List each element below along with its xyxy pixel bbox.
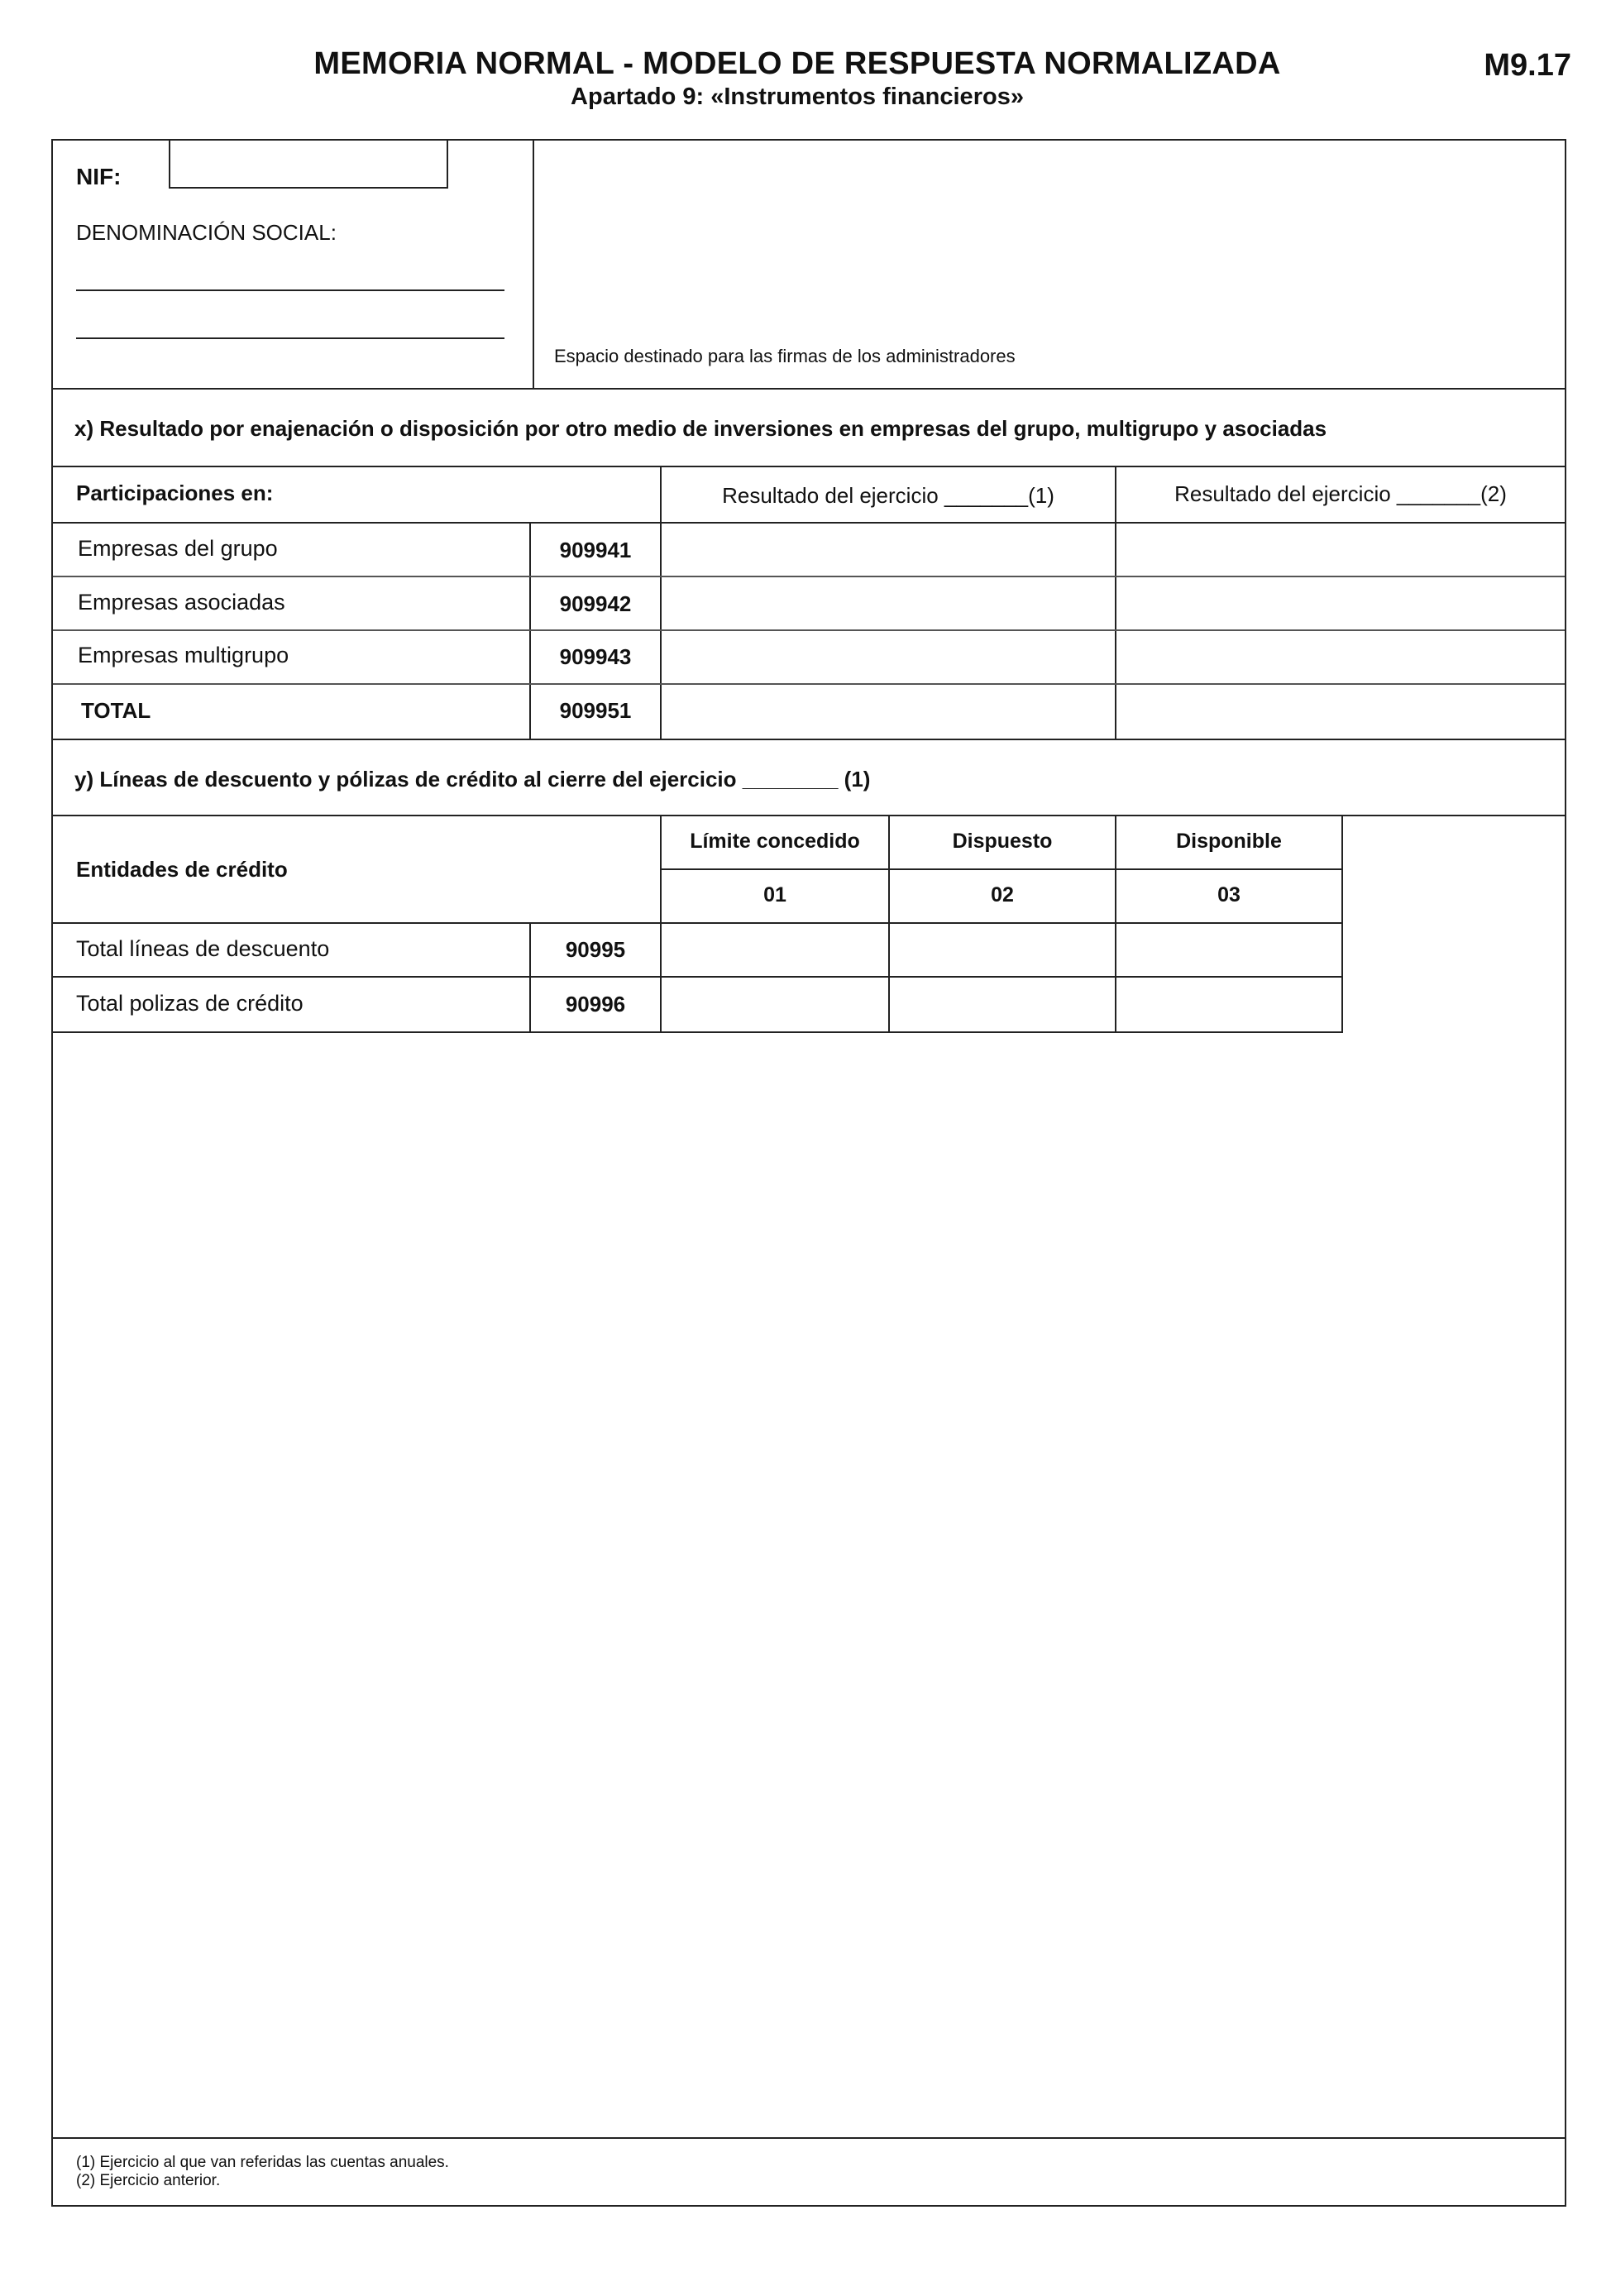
- cell-90995-02[interactable]: [890, 922, 1115, 976]
- footnote-2: (2) Ejercicio anterior.: [76, 2172, 221, 2189]
- denominacion-line-1[interactable]: [76, 289, 504, 291]
- divider: [53, 388, 1565, 390]
- nif-input[interactable]: [169, 139, 448, 189]
- limite-header: Límite concedido: [690, 830, 860, 853]
- table-row-code: 909943: [559, 644, 632, 669]
- cell-90995-01[interactable]: [662, 922, 888, 976]
- entidades-label: Entidades de crédito: [76, 857, 288, 882]
- divider: [660, 868, 1343, 870]
- form-subtitle: Apartado 9: «Instrumentos financieros»: [571, 84, 1024, 110]
- limite-num: 01: [763, 883, 786, 906]
- form-frame: [51, 139, 1566, 2207]
- footnote-1: (1) Ejercicio al que van referidas las cuentas anuales.: [76, 2154, 449, 2171]
- table-row-code: 90995: [565, 937, 626, 962]
- cell-90996-02[interactable]: [890, 976, 1115, 1031]
- table-row-label: Empresas asociadas: [78, 590, 285, 615]
- divider: [53, 466, 1565, 467]
- denominacion-label: DENOMINACIÓN SOCIAL:: [76, 220, 337, 245]
- table-row-label: TOTAL: [81, 698, 151, 723]
- disponible-num: 03: [1217, 883, 1241, 906]
- cell-909942-ej2[interactable]: [1116, 576, 1565, 629]
- divider: [53, 1031, 1343, 1033]
- divider: [53, 815, 1565, 816]
- cell-909941-ej1[interactable]: [660, 522, 1116, 576]
- cell-90996-01[interactable]: [662, 976, 888, 1031]
- disponible-header: Disponible: [1176, 830, 1282, 853]
- table-row-code: 909941: [559, 538, 632, 562]
- dispuesto-num: 02: [991, 883, 1014, 906]
- divider: [53, 739, 1565, 740]
- form-code: M9.17: [1484, 48, 1571, 83]
- table-row-code: 909942: [559, 591, 632, 616]
- section-x-heading: x) Resultado por enajenación o disposición por otro medio de inversiones en empresas del grupo, multigrupo y asociadas: [74, 416, 1327, 441]
- table-row-label: Total líneas de descuento: [76, 936, 330, 961]
- denominacion-line-2[interactable]: [76, 337, 504, 339]
- resultado-col-1-header: Resultado del ejercicio _______(1): [722, 483, 1054, 508]
- cell-909941-ej2[interactable]: [1116, 522, 1565, 576]
- signature-divider: [533, 141, 534, 389]
- section-y-heading: y) Líneas de descuento y pólizas de crédito al cierre del ejercicio ________ (1): [74, 767, 871, 792]
- cell-909951-ej1[interactable]: [660, 683, 1116, 739]
- form-title: MEMORIA NORMAL - MODELO DE RESPUESTA NORMALIZADA: [313, 46, 1281, 81]
- form-title-block: [0, 46, 1611, 111]
- cell-909951-ej2[interactable]: [1116, 683, 1565, 739]
- cell-909942-ej1[interactable]: [660, 576, 1116, 629]
- table-row-label: Empresas multigrupo: [78, 643, 289, 667]
- table-row-code: 909951: [559, 698, 632, 723]
- dispuesto-header: Dispuesto: [952, 830, 1053, 853]
- cell-90995-03[interactable]: [1116, 922, 1341, 976]
- cell-909943-ej1[interactable]: [660, 629, 1116, 683]
- resultado-col-2-header: Resultado del ejercicio _______(2): [1174, 481, 1507, 506]
- signature-note: Espacio destinado para las firmas de los administradores: [554, 346, 1016, 366]
- cell-90996-03[interactable]: [1116, 976, 1341, 1031]
- table-row-label: Total polizas de crédito: [76, 991, 304, 1016]
- nif-label: NIF:: [76, 164, 122, 189]
- cell-909943-ej2[interactable]: [1116, 629, 1565, 683]
- footnote-divider: [53, 2137, 1565, 2139]
- table-row-label: Empresas del grupo: [78, 536, 278, 561]
- participaciones-label: Participaciones en:: [76, 481, 274, 505]
- table-row-code: 90996: [565, 992, 626, 1016]
